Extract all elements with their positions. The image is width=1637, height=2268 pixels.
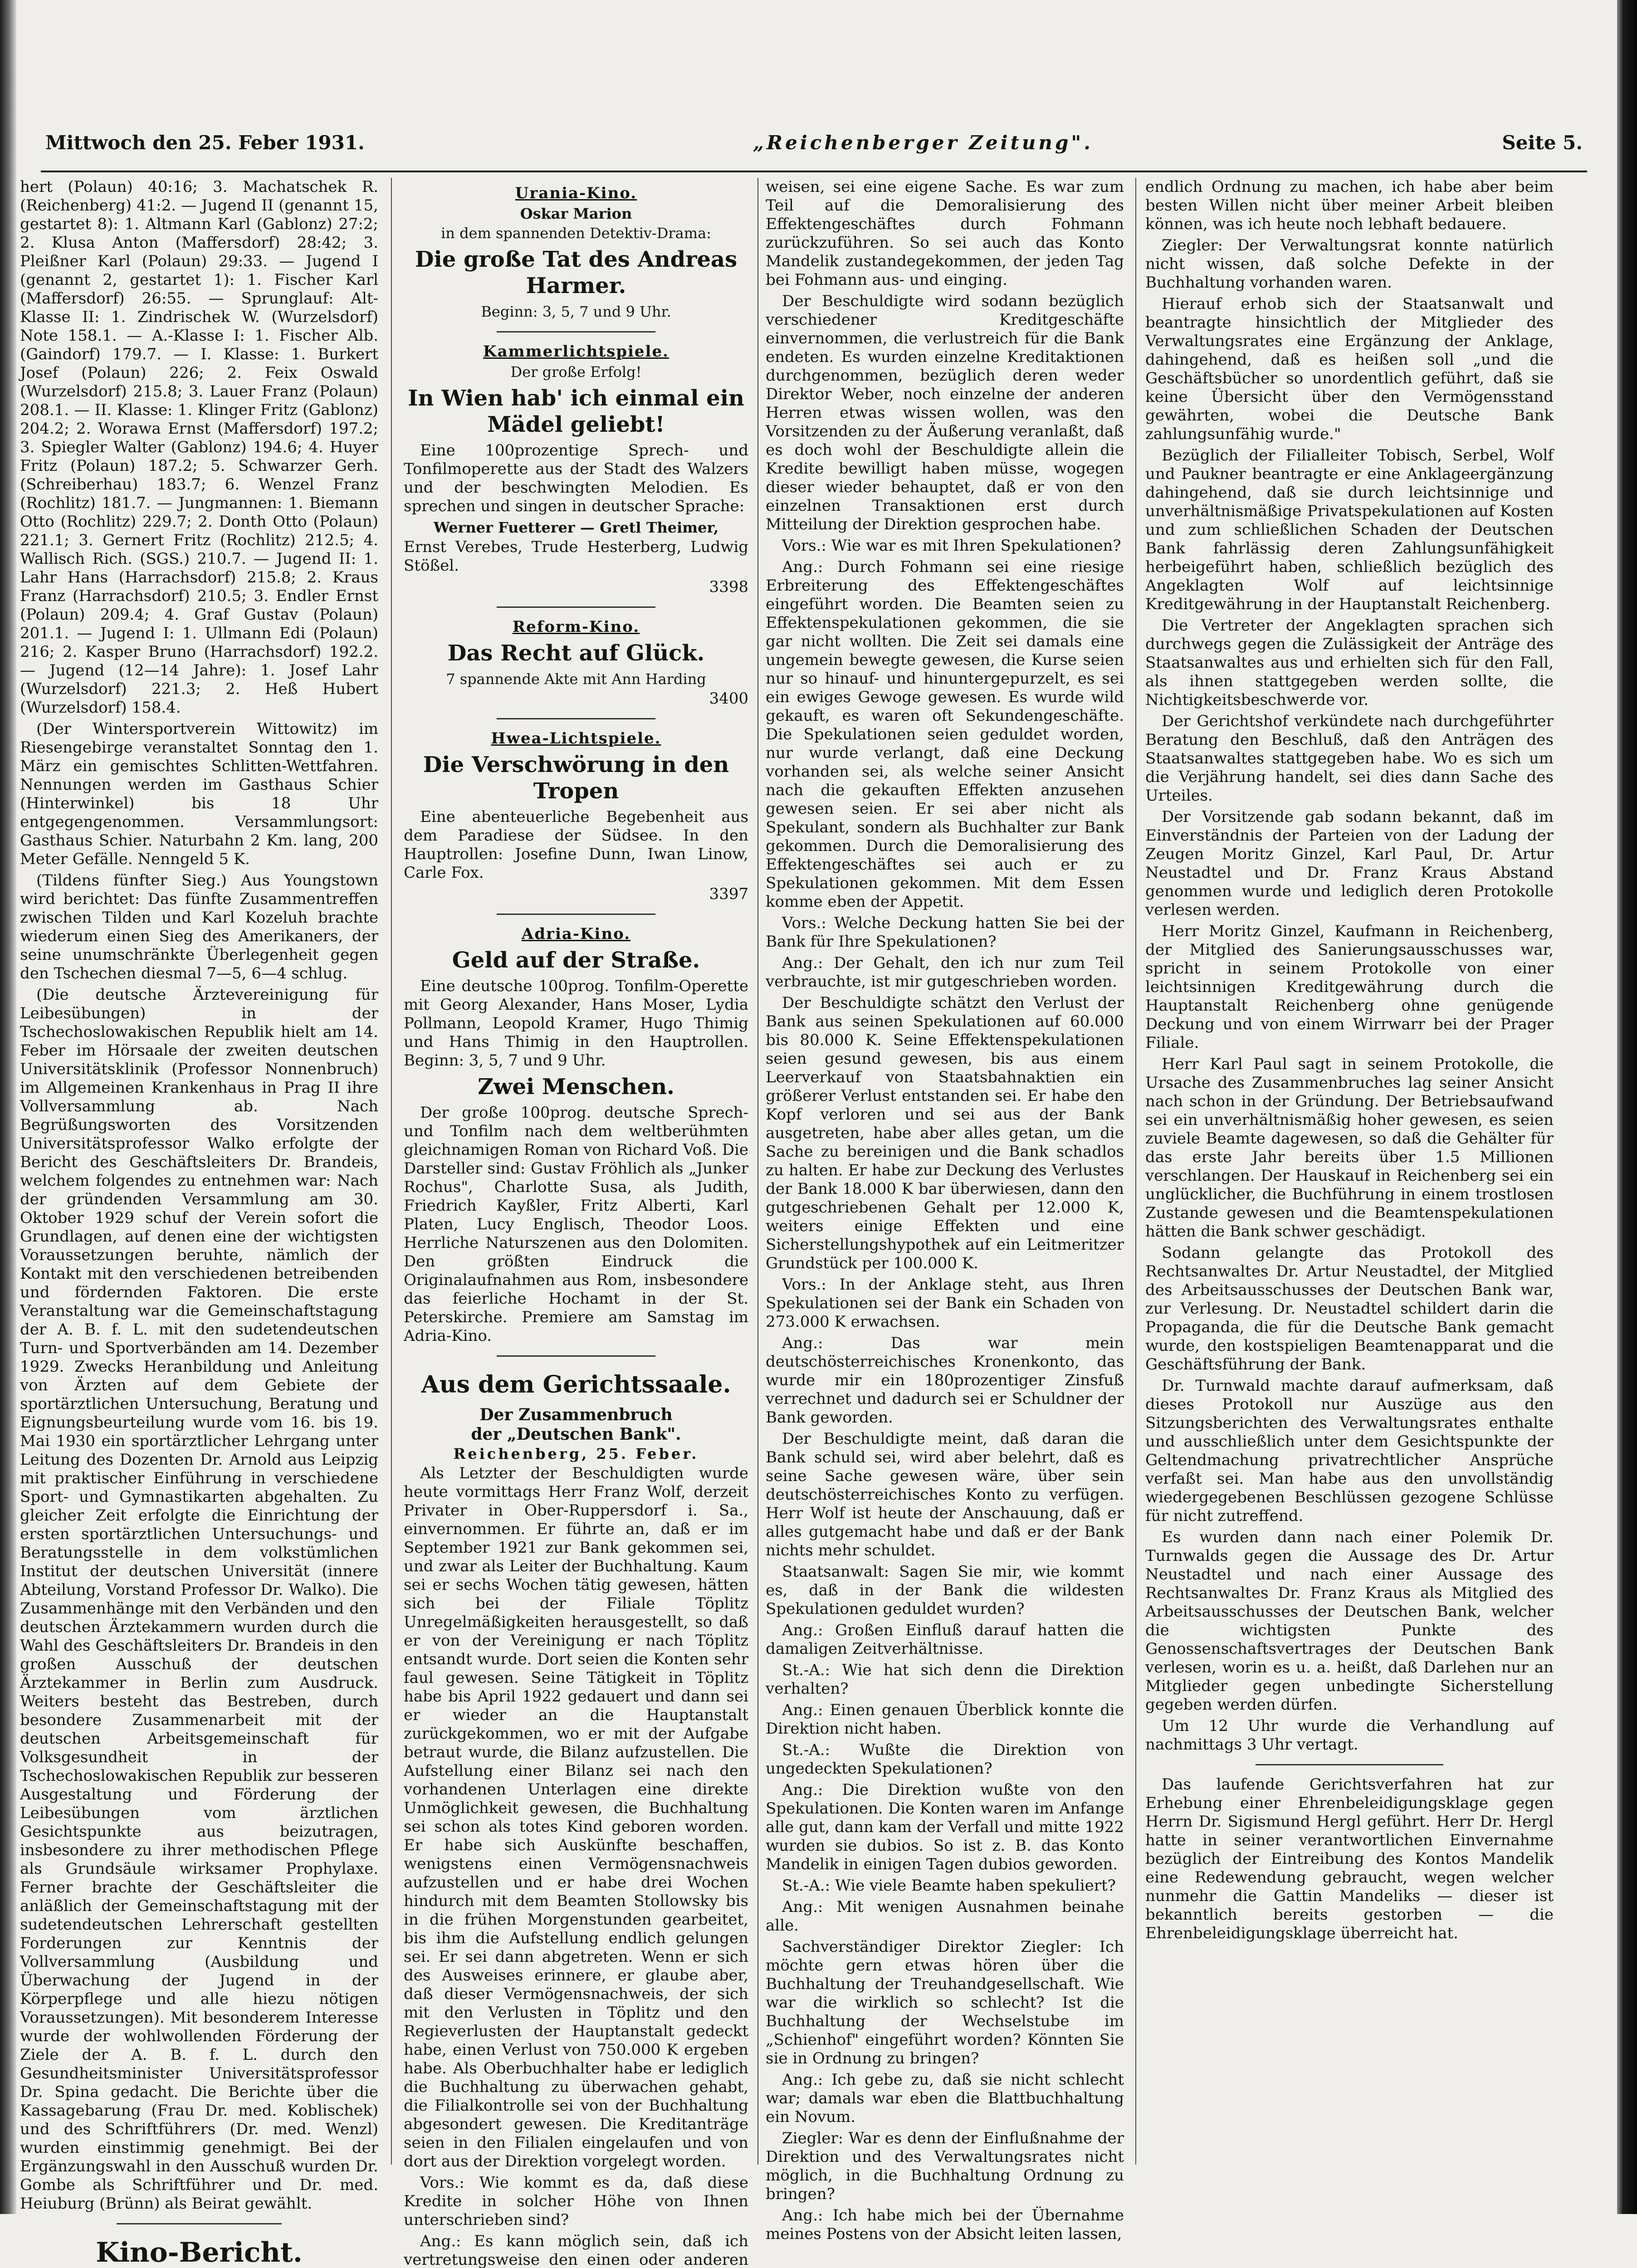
court-paragraph: Ang.: Durch Fohmann sei eine riesige Erbreiterung des Effektengeschäftes eingeführt worden. Die Beamten seien zu Effektenspekulationen gekommen, die sie gar nicht wollten. Die Zeit sei damals eine ungemein bewegte gewesen, die Kurse seien nur so hinauf- und hinuntergepurzelt, es sei ein ewiges Gewoge gewesen. Es wurde wild gekauft, es waren oft Sekundengeschäfte. Die Spekulationen seien geduldet worden, nur wurde verlangt, daß eine Deckung vorhanden sei, als welche seiner Ansicht nach die gekauften Effekten anzusehen gewesen seien. Er sei aber nicht als Spekulant, sondern als Buchhalter zur Bank gekommen. Durch die Demoralisierung des Effektengeschäftes sei auch er zu Spekulationen gekommen. Mit dem Essen komme eben der Appetit. bbox=[766, 558, 1124, 911]
dateline: Reichenberg, 25. Feber. bbox=[453, 1445, 699, 1462]
court-paragraph: Als Letzter der Beschuldigten wurde heute vormittags Herr Franz Wolf, derzeit Privater in Ober-Ruppersdorf i. Sa., einvernommen. Er führte an, daß er im September 1921 zur Bank gekommen sei, und zwar als Leiter der Buchhaltung. Kaum sei er sechs Wochen tätig gewesen, hätten sich bei der Filiale Töplitz Unregelmäßigkeiten herausgestellt, so daß er von der Vereinigung er nach Töplitz entsandt wurde. Dort seien die Konten sehr faul gewesen. Seine Tätigkeit in Töplitz habe bis April 1922 gedauert und dann sei er wieder an die Hauptanstalt zurückgekommen, wo er mit der Aufgabe betraut wurde, die Bilanz aufzustellen. Die Aufstellung einer Bilanz sei nach den vorhandenen Unterlagen eine direkte Unmöglichkeit gewesen, die Buchhaltung sei schon als totes Kind geboren worden. Er habe sich Auskünfte beschaffen, wenigstens einen Vermögensnachweis aufzustellen und er habe drei Wochen hindurch mit dem Beamten Stollowsky bis in die frühen Morgenstunden gearbeitet, bis ihm die Aufstellung endlich gelungen sei. Er sei dann abgetreten. Wenn er sich des Ausweises erinnere, er glaube aber, daß dieser Vermögensnachweis, der sich mit den Verlusten in Töplitz und den Regieverlusten der Hauptanstalt gedeckt habe, einen Verlust von 750.000 K ergeben habe. Als Oberbuchhalter habe er lediglich die Buchhaltung zu überwachen gehabt, die Filialkontrolle sei von der Buchhaltung abgesondert gewesen. Die Kreditanträge seien in den Filialen eingelaufen und von dort aus der Direktion vorgelegt worden. bbox=[404, 1464, 748, 2170]
film-cast: Ernst Verebes, Trude Hesterberg, Ludwig Stößel. bbox=[404, 538, 748, 575]
court-paragraph: Das laufende Gerichtsverfahren hat zur Erhebung einer Ehrenbeleidigungsklage gegen Herrn Dr. Sigismund Hergl geführt. Herr Dr. Hergl hatte in seiner verantwortlichen Einvernahme bezüglich der Eintreibung des Kontos Mandelik eine Redewendung gebraucht, wegen welcher nunmehr die Gattin Mandeliks — dieser ist bekanntlich bereits gestorben — die Ehrenbeleidigungsklage überreicht hat. bbox=[1145, 1775, 1554, 1942]
actor-oskar-marion: Oskar Marion bbox=[520, 205, 632, 222]
ad-number: 3397 bbox=[709, 885, 748, 903]
court-paragraph: Der Gerichtshof verkündete nach durchgeführter Beratung den Beschluß, daß den Anträgen des Staatsanwaltes stattgegeben habe. Wo es sich um die Verjährung handelt, sei dies dann Sache des Urteiles. bbox=[1145, 712, 1554, 805]
court-paragraph: Staatsanwalt: Sagen Sie mir, wie kommt es, daß in der Bank die wildesten Spekulationen geduldet wurden? bbox=[766, 1563, 1124, 1618]
court-paragraph: Sodann gelangte das Protokoll des Rechtsanwaltes Dr. Artur Neustadtel, der Mitglied des Arbeitsausschusses der Deutschen Bank war, zur Verlesung. Dr. Neustadtel schildert darin die Propaganda, die für die Deutsche Bank gemacht wurde, den kostspieligen Beamtenapparat und die Geschäftsführung der Bank. bbox=[1145, 1244, 1554, 1374]
film-description: Eine 100prozentige Sprech- und Tonfilmoperette aus der Stadt des Walzers und der beschwingten Melodien. Es sprechen und singen in deutscher Sprache: bbox=[404, 441, 748, 515]
header-page-number: Seite 5. bbox=[1502, 132, 1583, 154]
court-paragraph: Der Vorsitzende gab sodann bekannt, daß im Einverständnis der Parteien von der Ladung der Zeugen Moritz Ginzel, Karl Paul, Dr. Artur Neustadtel und Dr. Franz Kraus Abstand genommen wurde und lediglich deren Protokolle verlesen werden. bbox=[1145, 808, 1554, 919]
court-paragraph: Ang.: Ich gebe zu, daß sie nicht schlecht war; damals war eben die Blattbuchhaltung ein Novum. bbox=[766, 2071, 1124, 2126]
column-2 bbox=[404, 178, 748, 2268]
court-paragraph: Vors.: Wie kommt es da, daß diese Kredite in solcher Höhe von Ihnen unterschrieben sind? bbox=[404, 2174, 748, 2229]
venue-adria: Adria-Kino. bbox=[521, 925, 631, 943]
scan-edge-right bbox=[1617, 0, 1637, 2214]
column-1 bbox=[20, 178, 378, 2268]
court-paragraph: Ang.: Es kann möglich sein, daß ich vertretungsweise den einen oder anderen bbox=[404, 2232, 748, 2268]
court-paragraph: Ziegler: War es denn der Einflußnahme der Direktion und des Verwaltungsrates nicht möglich, in die Buchhaltung Ordnung zu bringen? bbox=[766, 2129, 1124, 2203]
court-paragraph: Bezüglich der Filialleiter Tobisch, Serbel, Wolf und Paukner beantragte er eine Anklageergänzung dahingehend, daß sie durch leichtsinnige und unverhältnismäßige Privatspekulationen auf Kosten und zum schließlichen Schaden der Deutschen Bank fahrlässig deren Zahlungsunfähigkeit herbeigeführt haben, schließlich bezüglich des Angeklagten Wolf auf leichtsinnige Kreditgewährung in der Hauptanstalt Reichenberg. bbox=[1145, 446, 1554, 613]
court-paragraph: Ang.: Der Gehalt, den ich nur zum Teil verbrauchte, ist mir gutgeschrieben worden. bbox=[766, 954, 1124, 991]
court-subheading-bank: der „Deutschen Bank". bbox=[471, 1425, 681, 1444]
court-paragraph: Es wurden dann nach einer Polemik Dr. Turnwalds gegen die Aussage des Dr. Artur Neustadtel und nach einer Aussage des Rechtsanwaltes Dr. Franz Kraus als Mitglied des Arbeitsausschusses der Deutschen Bank, welcher die wichtigsten Punkte des Genossenschaftsvertrages der Deutschen Bank verlesen, worin es u. a. heißt, daß Darlehen nur an Mitglieder gegen unbedingte Sicherstellung gegeben werden dürfen. bbox=[1145, 1528, 1554, 1714]
section-rule bbox=[497, 718, 655, 719]
film-title-harmer: Die große Tat des Andreas Harmer. bbox=[415, 247, 738, 298]
tagline: Der große Erfolg! bbox=[510, 363, 642, 381]
column-rule-2 bbox=[757, 178, 758, 2165]
showtimes: Beginn: 3, 5, 7 und 9 Uhr. bbox=[481, 303, 671, 320]
court-paragraph: Dr. Turnwald machte darauf aufmerksam, daß dieses Protokoll nur Auszüge aus den Sitzungsberichten des Verwaltungsrates enthalte und ausschließlich unter dem Gesichtspunkte der Geltendmachung privatrechtlicher Ansprüche verfaßt sei. Man habe aus den unvollständig wiedergegebenen Beschlüssen gezogene Schlüsse für nicht zutreffend. bbox=[1145, 1377, 1554, 1525]
court-paragraph: St.-A.: Wie viele Beamte haben spekuliert? bbox=[782, 1877, 1116, 1895]
court-paragraph: Sachverständiger Direktor Ziegler: Ich möchte gern etwas hören über die Buchhaltung der Treuhandgesellschaft. Wie war die wirklich so schlecht? Ist die Buchhaltung der Wechselstube im „Schienhof" eingeführt worden? Könnten Sie sie in Ordnung zu bringen? bbox=[766, 1938, 1124, 2068]
film-title-tropen: Die Verschwörung in den Tropen bbox=[423, 752, 729, 804]
venue-urania: Urania-Kino. bbox=[515, 184, 637, 202]
column-3 bbox=[766, 178, 1124, 2243]
column-rule-1 bbox=[391, 178, 392, 2165]
venue-hwea: Hwea-Lichtspiele. bbox=[491, 729, 661, 748]
court-paragraph: Der Beschuldigte meint, daß daran die Bank schuld sei, wird aber belehrt, daß es seine Sache gewesen wäre, über sein deutschösterreichisches Konto zu verfügen. Herr Wolf ist heute der Anschauung, daß er alles gutgemacht habe und daß er der Bank nichts mehr schuldet. bbox=[766, 1430, 1124, 1559]
column-4 bbox=[1145, 178, 1554, 2174]
film-info: Der große 100prog. deutsche Sprech- und Tonfilm nach dem weltberühmten gleichnamigen Roman von Richard Voß. Die Darsteller sind: Gustav Fröhlich als „Junker Rochus", Charlotte Susa, als Judith, Friedrich Kayßler, Fritz Alberti, Karl Platen, Lucy Englisch, Theodor Loos. Herrliche Naturszenen aus den Dolomiten. Den größten Eindruck die Originalaufnahmen aus Rom, insbesondere das feierliche Hochamt in der St. Peterskirche. Premiere am Samstag im Adria-Kino. bbox=[404, 1104, 748, 1345]
article-tilden: (Tildens fünfter Sieg.) Aus Youngstown wird berichtet: Das fünfte Zusammentreffen zwischen Tilden und Karl Kozeluh brachte wiederum einen Sieg des Amerikaners, der seine unumschränkte Überlegenheit gegen den Tschechen diesmal 7—5, 6—4 schlug. bbox=[20, 871, 378, 982]
film-info: Eine deutsche 100prog. Tonfilm-Operette mit Georg Alexander, Hans Moser, Lydia Pollmann, Leopold Kramer, Hugo Thimig und Hans Thimig in den Hauptrollen. Beginn: 3, 5, 7 und 9 Uhr. bbox=[404, 977, 748, 1070]
court-paragraph: St.-A.: Wußte die Direktion von ungedeckten Spekulationen? bbox=[766, 1741, 1124, 1778]
court-paragraph: St.-A.: Wie hat sich denn die Direktion verhalten? bbox=[766, 1661, 1124, 1698]
film-title-zwei-menschen: Zwei Menschen. bbox=[478, 1074, 674, 1100]
court-paragraph: Vors.: Wie war es mit Ihren Spekulationen? bbox=[782, 537, 1121, 555]
court-paragraph: Hierauf erhob sich der Staatsanwalt und beantragte hinsichtlich der Mitglieder des Verwaltungsrates eine Ergänzung der Anklage, dahingehend, daß es heißen soll „und die Geschäftsbücher so unordentlich geführt, daß sie keine Übersicht über den Vermögensstand gewährten, wobei die Deutsche Bank zahlungsunfähig wurde." bbox=[1145, 295, 1554, 443]
film-genre: in dem spannenden Detektiv-Drama: bbox=[441, 225, 711, 242]
court-paragraph: Ziegler: Der Verwaltungsrat konnte natürlich nicht wissen, daß solche Defekte in der Buchhaltung vorhanden waren. bbox=[1145, 236, 1554, 292]
court-paragraph: Der Beschuldigte wird sodann bezüglich verschiedener Kreditgeschäfte einvernommen, die verlustreich für die Bank endeten. Es wurden einzelne Kreditaktionen durchgenommen, bezüglich deren weder Direktor Weber, noch einzelne der anderen Herren etwas wissen wollen, was den Vorsitzenden zu der Äußerung veranlaßt, daß es doch wohl der Beschuldigte allein die Kredite bewilligt haben müsse, wogegen dieser wieder behauptet, daß er von den einzelnen Transaktionen erst durch Mitteilung der Direktion gesprochen habe. bbox=[766, 292, 1124, 533]
scan-edge-left bbox=[0, 0, 16, 2214]
column-rule-3 bbox=[1135, 178, 1136, 2165]
section-rule bbox=[117, 2223, 281, 2224]
court-paragraph: Vors.: Welche Deckung hatten Sie bei der Bank für Ihre Spekulationen? bbox=[766, 914, 1124, 951]
court-paragraph: Ang.: Mit wenigen Ausnahmen beinahe alle. bbox=[766, 1898, 1124, 1935]
header-rule bbox=[41, 171, 1587, 172]
court-section-heading: Aus dem Gerichtssaale. bbox=[421, 1371, 731, 1398]
section-rule bbox=[497, 914, 655, 915]
court-paragraph: Um 12 Uhr wurde die Verhandlung auf nachmittags 3 Uhr vertagt. bbox=[1145, 1717, 1554, 1754]
court-paragraph: Ang.: Die Direktion wußte von den Spekulationen. Die Konten waren im Anfange alle gut, dann kam der Verfall und mitte 1922 wurden sie dubios. So ist z. B. das Konto Mandelik in einigen Tagen dubios geworden. bbox=[766, 1781, 1124, 1873]
section-rule bbox=[497, 331, 655, 332]
section-rule bbox=[497, 1355, 655, 1357]
film-info: 7 spannende Akte mit Ann Harding bbox=[446, 670, 706, 688]
court-paragraph: endlich Ordnung zu machen, ich habe aber beim besten Willen nicht über meiner Arbeit bleiben können, was ich heute noch lebhaft bedauere. bbox=[1145, 178, 1554, 233]
film-title-glueck: Das Recht auf Glück. bbox=[447, 640, 705, 666]
section-rule bbox=[1256, 1764, 1443, 1765]
court-subheading: Der Zusammenbruch bbox=[479, 1405, 673, 1424]
article-winter-sport: (Der Wintersportverein Wittowitz) im Riesengebirge veranstaltet Sonntag den 1. März ein gemischtes Schlitten-Wettfahren. Nennungen werden im Gasthaus Schier (Hinterwinkel) bis 18 Uhr entgegengenommen. Versammlungsort: Gasthaus Schier. Naturbahn 2 Km. lang, 200 Meter Gefälle. Nenngeld 5 K. bbox=[20, 720, 378, 868]
venue-kammerlichtspiele: Kammerlichtspiele. bbox=[483, 342, 669, 361]
section-rule bbox=[497, 606, 655, 608]
film-info: Eine abenteuerliche Begebenheit aus dem Paradiese der Südsee. In den Hauptrollen: Josefine Dunn, Iwan Linow, Carle Fox. bbox=[404, 808, 748, 882]
film-title-wien: In Wien hab' ich einmal ein Mädel geliebt! bbox=[408, 386, 744, 437]
ad-number: 3400 bbox=[709, 689, 748, 708]
ad-number: 3398 bbox=[709, 578, 748, 596]
court-paragraph: Ang.: Großen Einfluß darauf hatten die damaligen Zeitverhältnisse. bbox=[766, 1621, 1124, 1658]
film-title-geld: Geld auf der Straße. bbox=[452, 948, 700, 973]
court-paragraph: weisen, sei eine eigene Sache. Es war zum Teil auf die Demoralisierung des Effektengeschäftes durch Fohmann zurückzuführen. So sei auch das Konto Mandelik zustandegekommen, der jeden Tag bei Fohmann aus- und einging. bbox=[766, 178, 1124, 289]
court-paragraph: Ang.: Einen genauen Überblick konnte die Direktion nicht haben. bbox=[766, 1701, 1124, 1738]
article-aerzte: (Die deutsche Ärztevereinigung für Leibesübungen) in der Tschechoslowakischen Republik hielt am 14. Feber im Hörsaale der zweiten deutschen Universitätsklinik (Professor Nonnenbruch) im Allgemeinen Krankenhaus in Prag II ihre Vollversammlung ab. Nach Begrüßungsworten des Vorsitzenden Universitätsprofessor Walko erfolgte der Bericht des Geschäftsleiters Dr. Brandeis, welchem folgendes zu entnehmen war: Nach der gründenden Versammlung am 30. Oktober 1929 schuf der Verein sofort die Grundlagen, auf denen eine der wichtigsten Voraussetzungen beruhte, nämlich der Kontakt mit den verschiedenen betreibenden und fördernden Faktoren. Die erste Veranstaltung war die Gemeinschaftstagung der A. B. f. L. mit den sudetendeutschen Turn- und Sportverbänden am 14. Dezember 1929. Zwecks Heranbildung und Anleitung von Ärzten auf dem Gebiete der sportärztlichen Untersuchung, Beratung und Eignungsbeurteilung wurde vom 16. bis 19. Mai 1930 ein sportärztlicher Lehrgang unter Leitung des Dozenten Dr. Arnold aus Leipzig mit praktischer Einführung in verschiedene Sport- und Gymnastikarten abgehalten. Zu gleicher Zeit erfolgte die Einrichtung der ersten sportärztlichen Untersuchungs- und Beratungsstelle in dem volkstümlichen Institut der deutschen Universität (innere Abteilung, Vorstand Professor Dr. Walko). Die Zusammenhänge mit den Verbänden und den deutschen Ärztekammern wurden durch die Wahl des Geschäftsleiters Dr. Brandeis in den großen Ausschuß der deutschen Ärztekammer in Berlin zum Ausdruck. Weiters besteht das Bestreben, durch besondere Zusammenarbeit mit der deutschen Arbeitsgemeinschaft für Volksgesundheit in der Tschechoslowakischen Republik zur besseren Ausgestaltung und Förderung der Leibesübungen vom ärztlichen Gesichtspunkte aus beizutragen, insbesondere zu ihrer methodischen Pflege als Grundsäule wirksamer Prophylaxe. Ferner brachte der Geschäftsleiter die anläßlich der Gemeinschaftstagung mit der sudetendeutschen Lehrerschaft gestellten Forderungen zur Kenntnis der Vollversammlung (Ausbildung und Überwachung der Jugend in der Körperpflege und alle hiezu nötigen Voraussetzungen). Mit besonderem Interesse wurde der wohlwollenden Förderung der Ziele der A. B. f. L. durch den Gesundheitsminister Universitätsprofessor Dr. Spina gedacht. Die Berichte über die Kassagebarung (Frau Dr. med. Koblischek) und des Schriftführers (Dr. med. Wenzl) wurden einstimmig genehmigt. Bei der Ergänzungswahl in den Ausschuß wurden Dr. Gombe als Schriftführer und Dr. med. Heiuburg (Brünn) als Beirat gewählt. bbox=[20, 986, 378, 2213]
court-paragraph: Der Beschuldigte schätzt den Verlust der Bank aus seinen Spekulationen auf 60.000 bis 80.000 K. Seine Effektenspekulationen seien gesund gewesen, bis aus einem Leerverkauf von Staatsbahnaktien ein größerer Verlust entstanden sei. Er habe den Kopf verloren und sei aus der Bank ausgetreten, habe aber alles getan, um die Sache zu bereinigen und die Bank schadlos zu halten. Er habe zur Deckung des Verlustes der Bank 18.000 K bar überwiesen, dann den gutgeschriebenen Gehalt per 12.000 K, weiters einige Effekten und eine Sicherstellungshypothek auf ein Leitmeritzer Grundstück per 100.000 K. bbox=[766, 994, 1124, 1272]
court-paragraph: Ang.: Das war mein deutschösterreichisches Kronenkonto, das wurde mir ein 180prozentiger Zinsfuß verrechnet und dadurch sei er Schuldner der Bank geworden. bbox=[766, 1334, 1124, 1427]
court-paragraph: Herr Moritz Ginzel, Kaufmann in Reichenberg, der Mitglied des Sanierungsausschusses war, spricht in seinem Protokolle von einer leichtsinnigen Kreditgewährung durch die Hauptanstalt Reichenberg ohne genügende Deckung und von einem Wirrwarr bei der Prager Filiale. bbox=[1145, 922, 1554, 1052]
header-date: Mittwoch den 25. Feber 1931. bbox=[45, 132, 365, 154]
court-paragraph: Herr Karl Paul sagt in seinem Protokolle, die Ursache des Zusammenbruches lag seiner Ansicht nach schon in der Gründung. Der Betriebsaufwand sei ein unverhältnismäßig hoher gewesen, es seien zuviele Beamte dagewesen, so daß die Gehälter für das erste Jahr bereits über 1.5 Millionen verschlangen. Der Hauskauf in Reichenberg sei ein unglücklicher, die Buchführung in einem trostlosen Zustande gewesen und die Beamtenspekulationen hätten die Bank schwer geschädigt. bbox=[1145, 1055, 1554, 1241]
kino-section-heading: Kino-Bericht. bbox=[96, 2237, 303, 2268]
court-paragraph: Die Vertreter der Angeklagten sprachen sich durchwegs gegen die Zulässigkeit der Anträge des Staatsanwaltes aus und erhielten sich für den Fall, als ihnen stattgegeben werden sollte, die Nichtigkeitsbeschwerde vor. bbox=[1145, 616, 1554, 709]
page-header bbox=[45, 127, 1583, 163]
court-paragraph: Ang.: Ich habe mich bei der Übernahme meines Postens von der Absicht leiten lassen, bbox=[766, 2206, 1124, 2243]
venue-reform: Reform-Kino. bbox=[512, 618, 640, 636]
sports-results: hert (Polaun) 40:16; 3. Machatschek R. (Reichenberg) 41:2. — Jugend II (genannt 15, gestartet 8): 1. Altmann Karl (Gablonz) 27:2; 2. Klusa Anton (Maffersdorf) 28:42; 3. Pleißner Karl (Polaun) 29:33. — Jugend I (genannt 2, gestartet 1): 1. Fischer Karl (Maffersdorf) 26:55. — Sprunglauf: Alt-Klasse II: 1. Zindrischek W. (Wurzelsdorf) Note 158.1. — A.-Klasse I: 1. Fischer Alb. (Gaindorf) 179.7. — I. Klasse: 1. Burkert Josef (Polaun) 226; 2. Feix Oswald (Wurzelsdorf) 215.8; 3. Lauer Franz (Polaun) 208.1. — II. Klasse: 1. Klinger Fritz (Gablonz) 204.2; 2. Worawa Ernst (Maffersdorf) 197.2; 3. Spiegler Walter (Gablonz) 194.6; 4. Huyer Fritz (Polaun) 187.2; 5. Schwarzer Gerh. (Schreiberhau) 183.7; 6. Wenzel Franz (Rochlitz) 181.7. — Jungmannen: 1. Biemann Otto (Rochlitz) 229.7; 2. Donth Otto (Polaun) 221.1; 3. Gernert Fritz (Rochlitz) 212.5; 4. Wallisch Rich. (SGS.) 210.7. — Jugend II: 1. Lahr Hans (Harrachsdorf) 215.8; 2. Kraus Franz (Harrachsdorf) 210.5; 3. Endler Ernst (Polaun) 209.4; 4. Graf Gustav (Polaun) 201.1. — Jugend I: 1. Ullmann Edi (Polaun) 216; 2. Kasper Bruno (Harrachsdorf) 192.2. — Jugend (12—14 Jahre): 1. Josef Lahr (Wurzelsdorf) 221.3; 2. Heß Hubert (Wurzelsdorf) 158.4. bbox=[20, 178, 378, 717]
header-newspaper-title: „Reichenberger Zeitung". bbox=[753, 132, 1093, 154]
court-paragraph: Vors.: In der Anklage steht, aus Ihren Spekulationen sei der Bank ein Schaden von 273.000 K erwachsen. bbox=[766, 1276, 1124, 1331]
film-stars: Werner Fuetterer — Gretl Theimer, bbox=[433, 519, 719, 536]
